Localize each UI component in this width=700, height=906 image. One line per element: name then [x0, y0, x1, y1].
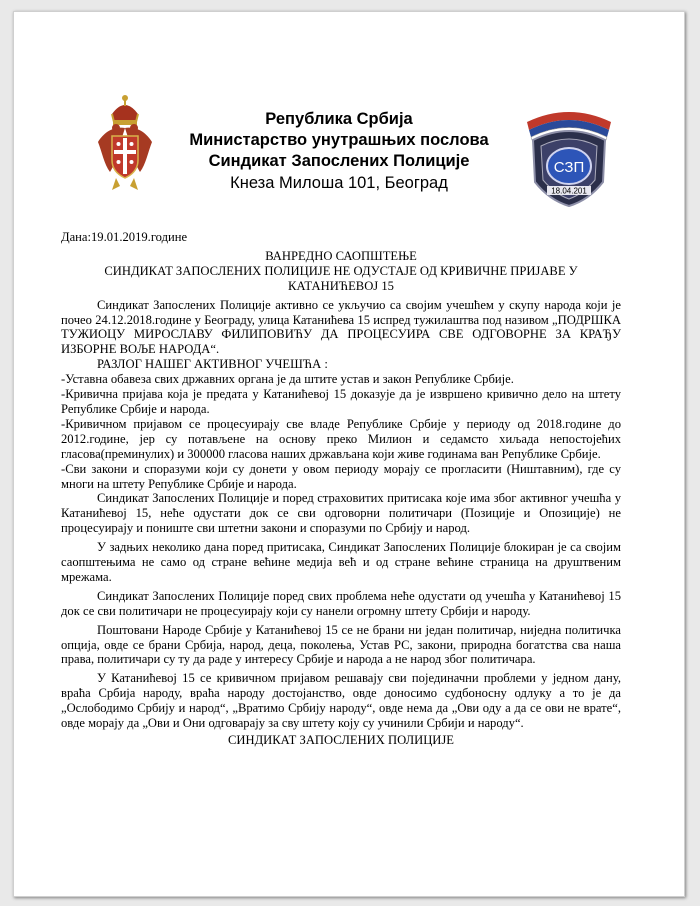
badge-initials: СЗП	[553, 159, 585, 176]
document-subtitle: СИНДИКАТ ЗАПОСЛЕНИХ ПОЛИЦИЈЕ НЕ ОДУСТАЈЕ ОД КРИВИЧНЕ ПРИЈАВЕ У КАТАНИЋЕВОЈ 15	[104, 263, 578, 293]
letterhead-ministry: Министарство унутрашњих послова	[189, 131, 489, 149]
badge-date: 18.04.201	[551, 186, 587, 196]
document-page	[13, 11, 685, 897]
letterhead-republic: Република Србија	[265, 110, 413, 128]
section-heading-reason: РАЗЛОГ НАШЕГ АКТИВНОГ УЧЕШЋА :	[97, 357, 328, 372]
paragraph-intro: Синдикат Запослених Полиције активно се укључио са својим учешћем у скупу народа који је почео 24.12.2018.године у Београду, улица Катанићева 15 испред тужилаштва под називом „ПОДРШКА ТУЖИОЦУ МИРОСЛАВУ ФИЛИПОВИЋУ ДА ПРОЦЕСУИРА СВЕ ОДГОВОРНЕ ЗА КРАЂУ ИЗБОРНЕ ВОЉЕ НАРОДА“.	[61, 297, 621, 357]
reason-item-3: -Кривичном пријавом се процесуирају све владе Републике Србије у периоду од 2018.године до 2012.године, јер су потављене на основу преко Милион и седамсто хиљада непостојећих гласова(преминулих) и 300000 гласова наших држављана који живе годинама ван Републике Србије.	[61, 416, 621, 461]
reason-item-1: -Уставна обавеза свих државних органа је да штите устав и закон Републике Србије.	[61, 372, 514, 387]
serbian-coat-of-arms-icon	[94, 92, 156, 196]
paragraph-pressure: Синдикат Запослених Полиције и поред страховитих притисака које има због активног учешћа у Катанићевој 15, неће одустати док се сви одговорни политичари (Позиције и Опозиције) не процесуирају и пониште сви штетни закони и споразуми по Србију и народ.	[61, 491, 621, 536]
police-union-badge-icon	[519, 100, 619, 210]
paragraph-commitment: Синдикат Запослених Полиције поред свих проблема неће одустати од учешћа у Катанићевој 15 док се сви политичари не процесуирају који су нанели огромну штету Србији и народу.	[61, 588, 621, 618]
signature: СИНДИКАТ ЗАПОСЛЕНИХ ПОЛИЦИЈЕ	[228, 733, 454, 747]
reason-item-4: -Сви закони и споразуми који су донети у овом периоду морају се прогласити (Ништавним), где су многи на штету Републике Србије и народа.	[61, 461, 621, 491]
letterhead-address: Кнеза Милоша 101, Београд	[230, 174, 448, 192]
letterhead	[174, 109, 504, 194]
document-title: ВАНРЕДНО САОПШТЕЊЕ	[265, 248, 417, 263]
statement-body	[61, 230, 621, 748]
paragraph-blocked: У задњих неколико дана поред притисака, Синдикат Запослених Полиције блокиран је са својим саопштењима не само од стране већине медија већ и од стране већине страница на друштвеним мрежама.	[61, 540, 621, 584]
paragraph-conclusion: У Катанићевој 15 се кривичном пријавом решавају сви појединачни проблеми у једном дану, враћа Србија народу, враћа народу достојанство, овде доносимо судбоносну одлуку а то је да „Ослободимо Србију и народ“, „Вратимо Србију народу“, овде нема да „Ови оду а да се ови не врате“, овде морају да „Ови и Они одговарају за сву штету коју су учинили Србији и народу“.	[61, 671, 621, 731]
paragraph-address-people: Поштовани Народе Србије у Катанићевој 15 се не брани ни један политичар, ниједна политичка опција, овде се брани Србија, народ, деца, поколења, Устав РС, закони, природна богатства сва наша права, политичари су ту да раде у интересу Србије и народа а не народ због политичара.	[61, 622, 621, 667]
letterhead-union: Синдикат Запослених Полиције	[208, 152, 470, 170]
reason-item-2: -Кривична пријава која је предата у Катанићевој 15 доказује да је извршено кривично дело на штету Републике Србије и народа.	[61, 387, 621, 416]
document-date: Дана:19.01.2019.године	[61, 230, 188, 244]
